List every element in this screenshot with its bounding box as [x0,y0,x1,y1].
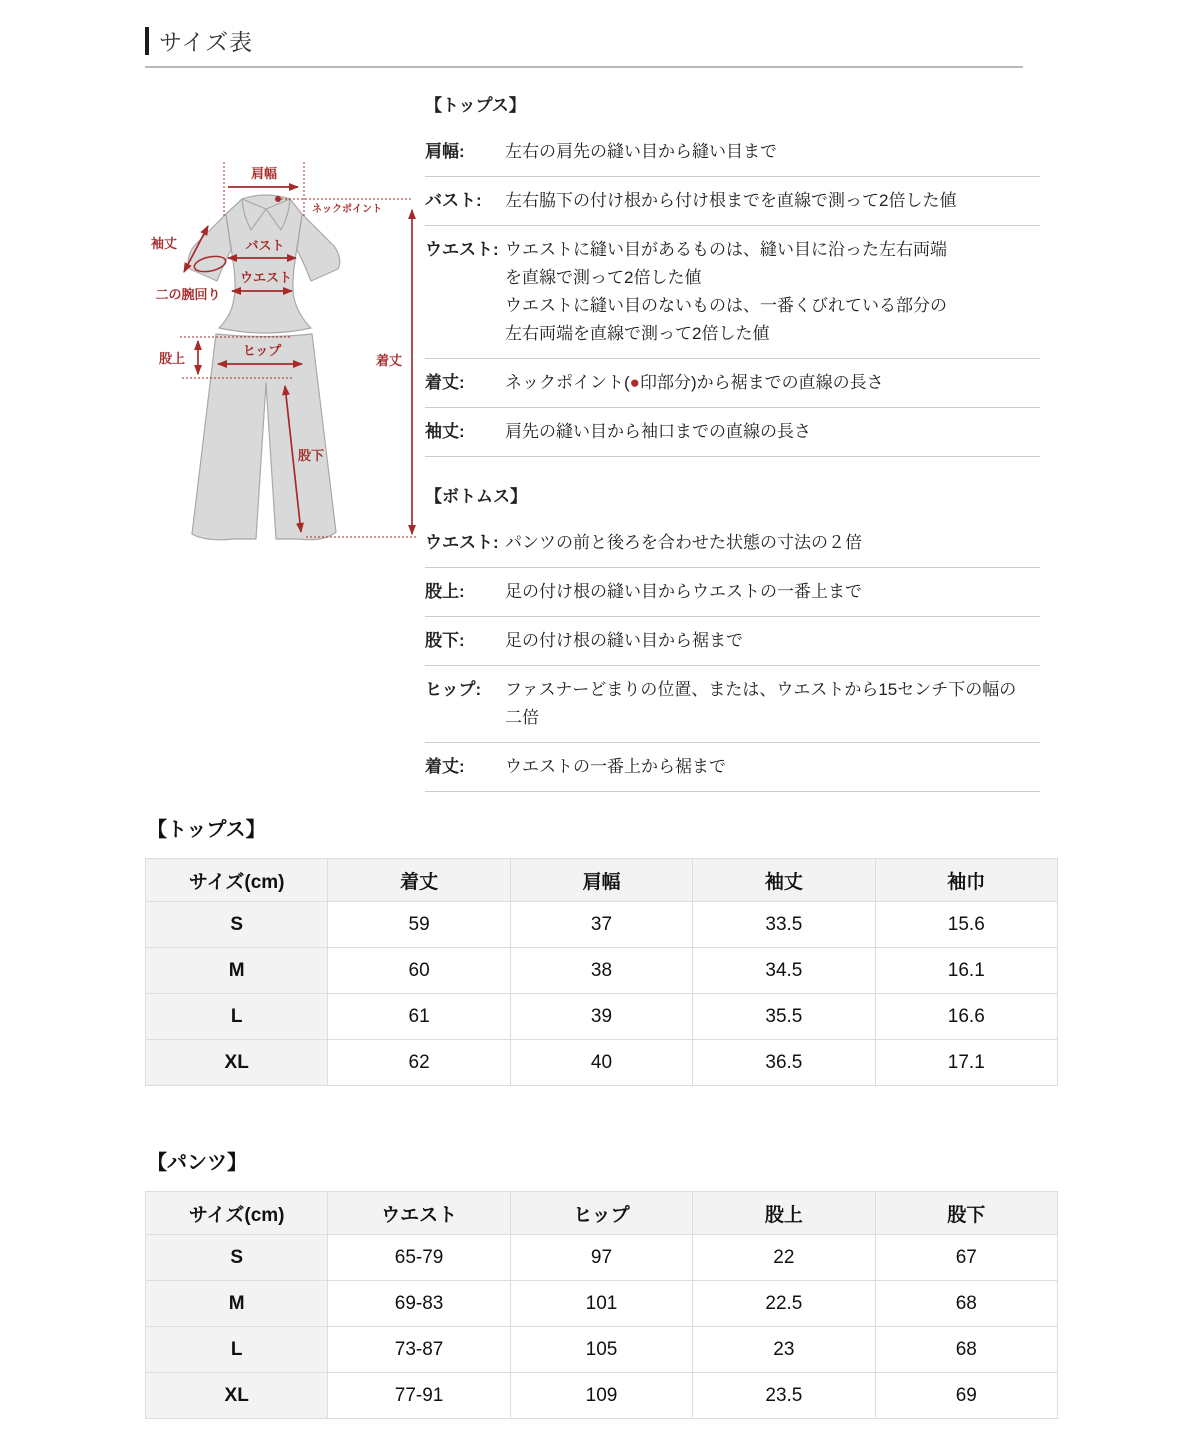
value-cell: 40 [510,1040,692,1086]
definition-row-body-length-bottom: 着丈: ウエストの一番上から裾まで [425,743,1040,792]
inseam-label: 股下 [298,448,325,463]
value-cell: 36.5 [693,1040,875,1086]
pants-table-heading: 【パンツ】 [147,1152,247,1174]
value-cell: 33.5 [693,902,875,948]
size-cell: XL [146,1040,328,1086]
table-row [146,1373,1058,1419]
size-cell: M [146,948,328,994]
definition-row-rise: 股上: 足の付け根の縫い目からウエストの一番上まで [425,568,1040,617]
value-cell: 38 [510,948,692,994]
pants-size-table [145,1191,1058,1419]
measurement-diagram [140,88,440,593]
waist-label: ウエスト [239,270,293,285]
size-cell: S [146,902,328,948]
pants-illustration [192,334,336,540]
bottoms-definitions-heading: 【ボトムス】 [425,487,527,506]
value-cell: 16.6 [875,994,1057,1040]
hip-label: ヒップ [242,343,282,358]
tops-size-table [145,858,1058,1086]
page-header [145,24,253,57]
sleeve-length-label: 袖丈 [150,236,178,251]
value-cell: 16.1 [875,948,1057,994]
page-title: サイズ表 [159,29,254,55]
table-row [146,902,1058,948]
definition-term: ウエスト: [425,240,499,259]
value-cell: 69 [875,1373,1057,1419]
value-cell: 101 [510,1281,692,1327]
value-cell: 17.1 [875,1040,1057,1086]
size-cell: XL [146,1373,328,1419]
tops-table-header [146,859,1058,902]
tops-definitions-heading: 【トップス】 [425,96,526,115]
definition-term: 股下: [425,631,465,650]
bust-label: バスト [245,238,285,253]
value-cell: 39 [510,994,692,1040]
value-cell: 77-91 [328,1373,510,1419]
top-body-illustration [219,195,311,333]
tops-table-heading: 【トップス】 [147,819,266,841]
value-cell: 73-87 [328,1327,510,1373]
column-header: ヒップ [510,1192,692,1235]
definition-row-bust: バスト: 左右脇下の付け根から付け根までを直線で測って2倍した値 [425,177,1040,226]
table-row [146,994,1058,1040]
value-cell: 35.5 [693,994,875,1040]
definition-row-shoulder: 肩幅: 左右の肩先の縫い目から縫い目まで [425,128,1040,177]
definition-term: 着丈: [425,373,465,392]
upper-arm-label: 二の腕回り [155,287,221,302]
definition-row-inseam: 股下: 足の付け根の縫い目から裾まで [425,617,1040,666]
table-row [146,1281,1058,1327]
rise-label: 股上 [158,351,186,366]
table-row [146,1040,1058,1086]
value-cell: 62 [328,1040,510,1086]
definition-term: ヒップ: [425,680,482,699]
value-cell: 109 [510,1373,692,1419]
size-cell: L [146,994,328,1040]
value-cell: 61 [328,994,510,1040]
value-cell: 68 [875,1281,1057,1327]
value-cell: 23.5 [693,1373,875,1419]
neck-point-mark: ● [629,373,640,392]
tops-table-body [146,902,1058,1086]
value-cell: 15.6 [875,902,1057,948]
measurement-definitions [425,92,1040,792]
size-cell: S [146,1235,328,1281]
header-divider [145,66,1023,68]
value-cell: 67 [875,1235,1057,1281]
body-length-label: 着丈 [375,353,402,368]
column-header: 股上 [693,1192,875,1235]
pants-table-body [146,1235,1058,1419]
value-cell: 22.5 [693,1281,875,1327]
definition-row-hip: ヒップ: ファスナーどまりの位置、または、ウエストから15センチ下の幅の 二倍 [425,666,1040,743]
size-cell: M [146,1281,328,1327]
definition-term: バスト: [425,191,482,210]
table-row [146,1235,1058,1281]
definition-term: 股上: [425,582,465,601]
title-accent-bar [145,27,149,55]
definition-row-waist-top: ウエスト: ウエストに縫い目があるものは、縫い目に沿った左右両端 を直線で測って2倍した値 ウエストに縫い目のないものは、一番くびれている部分の 左右両端を直線で測って2倍した値 [425,226,1040,359]
value-cell: 34.5 [693,948,875,994]
definition-term: 着丈: [425,757,465,776]
column-header: サイズ(cm) [146,859,328,902]
pants-size-section [145,1146,1058,1419]
header-row [146,859,1058,902]
definition-row-sleeve-length: 袖丈: 肩先の縫い目から袖口までの直線の長さ [425,408,1040,457]
definition-row-waist-bottom: ウエスト: パンツの前と後ろを合わせた状態の寸法の２倍 [425,519,1040,568]
value-cell: 69-83 [328,1281,510,1327]
top-right-sleeve [297,214,340,281]
value-cell: 105 [510,1327,692,1373]
column-header: 肩幅 [510,859,692,902]
column-header: 袖丈 [693,859,875,902]
column-header: 袖巾 [875,859,1057,902]
column-header: サイズ(cm) [146,1192,328,1235]
definition-term: ウエスト: [425,533,499,552]
neck-point-dot [275,196,281,202]
value-cell: 65-79 [328,1235,510,1281]
value-cell: 97 [510,1235,692,1281]
definition-row-body-length-top: 着丈: ネックポイント(●印部分)から裾までの直線の長さ [425,359,1040,408]
value-cell: 59 [328,902,510,948]
tops-size-section [145,813,1058,1086]
value-cell: 23 [693,1327,875,1373]
value-cell: 60 [328,948,510,994]
size-cell: L [146,1327,328,1373]
header-row [146,1192,1058,1235]
column-header: 股下 [875,1192,1057,1235]
pants-table-header [146,1192,1058,1235]
value-cell: 22 [693,1235,875,1281]
definition-term: 袖丈: [425,422,465,441]
shoulder-label: 肩幅 [250,166,278,181]
value-cell: 68 [875,1327,1057,1373]
neck-point-label: ネックポイント [312,204,382,215]
table-row [146,1327,1058,1373]
column-header: 着丈 [328,859,510,902]
column-header: ウエスト [328,1192,510,1235]
value-cell: 37 [510,902,692,948]
definition-term: 肩幅: [425,142,465,161]
table-row [146,948,1058,994]
